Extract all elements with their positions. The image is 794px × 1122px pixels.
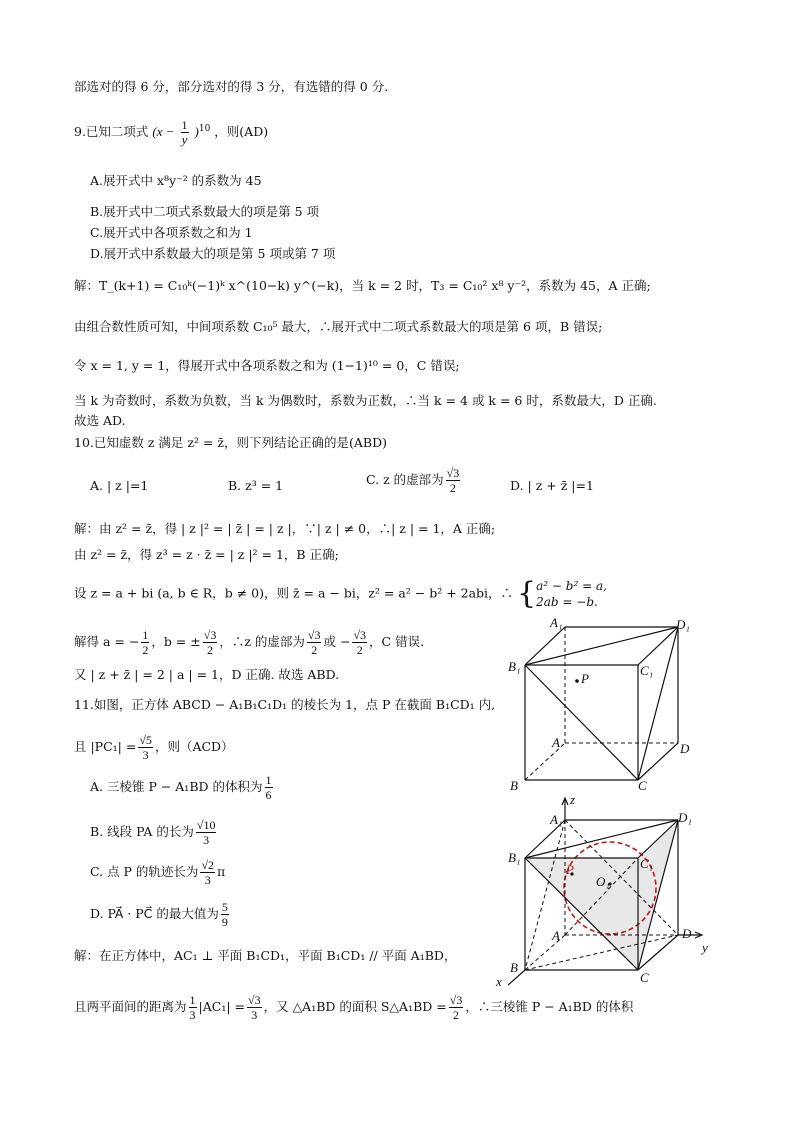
q11-option-d: D. PA⃗ · PC⃗ 的最大值为 $\frac{5}{9}$ xyxy=(90,900,228,929)
edge-b1-a1 xyxy=(525,627,565,665)
q10-option-d: D. | z + z̄ |=1 xyxy=(510,478,594,493)
q11-stem-1: 11.如图，正方体 ABCD − A₁B₁C₁D₁ 的棱长为 1，点 P 在截面 B₁CD₁ 内, xyxy=(74,697,496,712)
q10-option-b: B. z³ = 1 xyxy=(228,478,284,493)
q9-option-a: A.展开式中 x⁸y⁻² 的系数为 45 xyxy=(90,173,262,188)
label-y: y xyxy=(702,940,708,955)
label-o1: O₁ xyxy=(596,874,610,889)
label-a: A xyxy=(552,928,560,943)
label-c: C xyxy=(640,970,649,985)
label-x: x xyxy=(496,974,502,989)
label-p: P xyxy=(581,671,589,686)
label-b1: B₁ xyxy=(508,659,521,674)
label-d1: D₁ xyxy=(678,810,692,825)
q10-stem: 10.已知虚数 z 满足 z² = z̄，则下列结论正确的是(ABD) xyxy=(74,435,387,450)
q10-solution-4: 解得 a = − $\frac{1}{2}$ ，b = ± $\frac{√3}{2}$ ，∴z 的虚部为 $\frac{√3}{2}$ 或 − $\frac{√3}{2}$ ，C 错误. xyxy=(74,628,425,657)
q10-option-a: A. | z |=1 xyxy=(90,478,149,493)
edge-b1-d1 xyxy=(525,627,678,665)
label-p: P xyxy=(566,862,574,877)
q11-option-a: A. 三棱锥 P − A₁BD 的体积为 $\frac{1}{6}$ xyxy=(90,773,272,802)
q10-solution-2: 由 z² = z̄，得 z³ = z · z̄ = | z |² = 1，B 正确; xyxy=(74,547,339,562)
q9-frac: $\frac{1}{y}$ xyxy=(181,118,188,147)
label-c: C xyxy=(638,778,647,793)
q9-solution-2: 由组合数性质可知，中间项系数 C₁₀⁵ 最大，∴展开式中二项式系数最大的项是第 6 项，B 错误; xyxy=(74,319,603,334)
hidden-b-d xyxy=(525,935,678,970)
q10-solution-3: 设 z = a + bi (a, b ∈ R，b ≠ 0)，则 z̄ = a − bi，z² = a² − b² + 2abi，∴ { a² − b² = a, 2ab = −b. xyxy=(74,576,607,611)
label-a1: A₁ xyxy=(550,812,563,827)
q9-expr-b: ) xyxy=(194,124,199,139)
q9-expr-a: (x − xyxy=(152,124,175,139)
label-b: B xyxy=(510,960,518,975)
q11-option-b: B. 线段 PA 的长为 $\frac{√10}{3}$ xyxy=(90,818,216,847)
q9-stem xyxy=(74,118,268,147)
label-c1: C₁ xyxy=(640,856,654,871)
q10-solution-1: 解：由 z² = z̄，得 | z |² = | z̄ | = | z |，∵| z | ≠ 0，∴| z | = 1，A 正确; xyxy=(74,521,496,536)
q11-solution-2: 且两平面间的距离为 $\frac{1}{3}$ |AC₁| = $\frac{√3}{3}$ ，又 △A₁BD 的面积 S△A₁BD = $\frac{√3}{2}$ ，∴三棱锥 P − A₁BD 的体积 xyxy=(74,993,634,1022)
q9-option-d: D.展开式中系数最大的项是第 5 项或第 7 项 xyxy=(90,246,336,261)
edge-d1-c xyxy=(638,627,678,780)
q9-solution-5: 故选 AD. xyxy=(74,413,126,428)
cube-figure-1 xyxy=(500,615,710,800)
q10-option-c: C. z 的虚部为 $\frac{√3}{2}$ xyxy=(366,466,460,495)
edge-c-d xyxy=(638,743,678,780)
label-d: D xyxy=(680,741,690,756)
q10-solution-5: 又 | z + z̄ | = 2 | a | = 1，D 正确. 故选 ABD. xyxy=(74,667,340,682)
q9-option-b: B.展开式中二项式系数最大的项是第 5 项 xyxy=(90,204,320,219)
label-b: B xyxy=(510,778,518,793)
q9-stem-pre: 9.已知二项式 xyxy=(74,124,149,139)
q10-system: { a² − b² = a, 2ab = −b. xyxy=(517,576,607,611)
edge-d1-c1 xyxy=(638,627,678,665)
label-d1: D₁ xyxy=(676,617,690,632)
hidden-a1-b xyxy=(525,820,565,970)
label-d: D xyxy=(682,926,692,941)
label-a1: A₁ xyxy=(550,615,563,630)
label-c1: C₁ xyxy=(640,663,654,678)
point-p xyxy=(575,679,579,683)
header-line: 部选对的得 6 分，部分选对的得 3 分，有选错的得 0 分. xyxy=(74,79,389,94)
q9-option-c: C.展开式中各项系数之和为 1 xyxy=(90,225,253,240)
cube-figure-2 xyxy=(490,790,720,990)
label-a: A xyxy=(552,735,560,750)
q9-stem-post: ，则(AD) xyxy=(214,124,269,139)
q11-stem-2: 且 |PC₁| = $\frac{√5}{3}$ ，则（ACD） xyxy=(74,733,234,762)
q11-solution-1: 解：在正方体中，AC₁ ⊥ 平面 B₁CD₁，平面 B₁CD₁ // 平面 A₁BD， xyxy=(74,948,457,963)
q9-solution-3: 令 x = 1, y = 1，得展开式中各项系数之和为 (1−1)¹⁰ = 0，C 错误; xyxy=(74,358,460,373)
q9-power: 10 xyxy=(198,123,211,134)
q11-option-c: C. 点 P 的轨迹长为 $\frac{√2}{3}$ π xyxy=(90,858,226,887)
label-z: z xyxy=(570,792,576,807)
q9-solution-4: 当 k 为奇数时，系数为负数，当 k 为偶数时，系数为正数，∴当 k = 4 或 k = 6 时，系数最大，D 正确. xyxy=(74,393,657,408)
q9-solution-1: 解：T_(k+1) = C₁₀ᵏ(−1)ᵏ x^(10−k) y^(−k)，当 k = 2 时，T₃ = C₁₀² x⁸ y⁻²，系数为 45，A 正确; xyxy=(74,278,651,293)
label-b1: B₁ xyxy=(508,850,521,865)
